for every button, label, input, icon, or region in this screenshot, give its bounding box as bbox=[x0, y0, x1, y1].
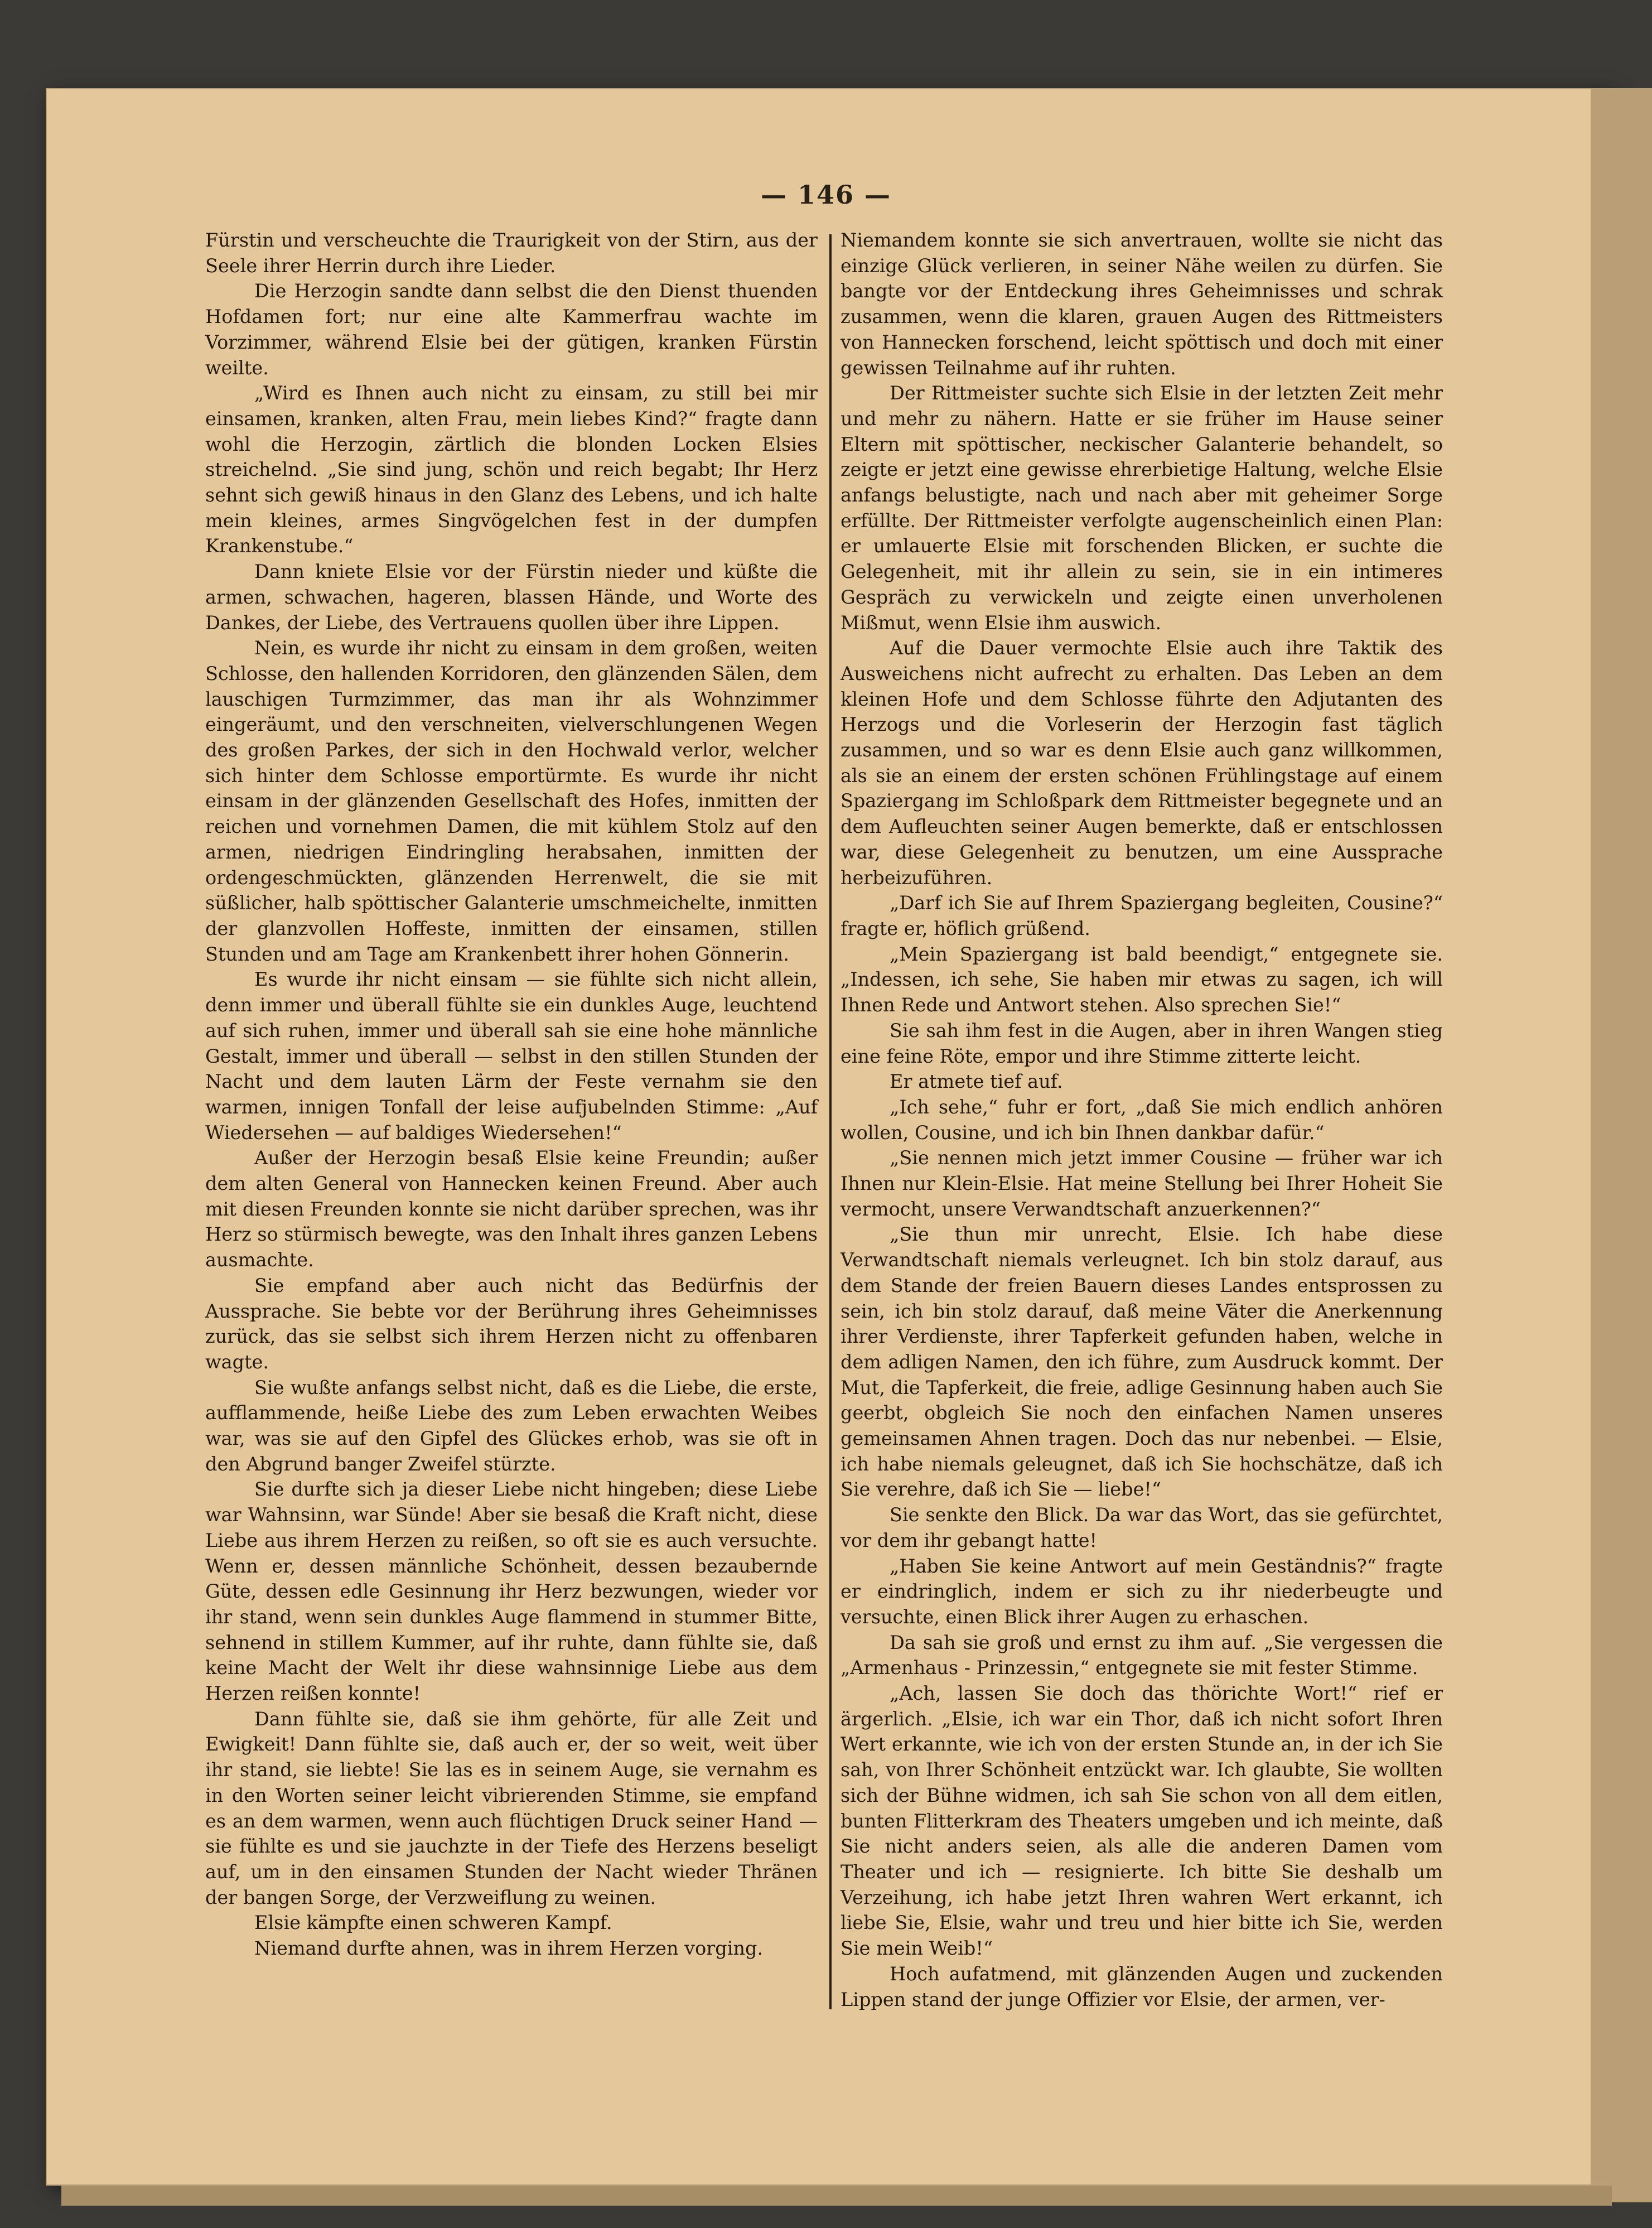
paragraph: „Ich sehe,“ fuhr er fort, „daß Sie mich endlich anhören wollen, Cousine, und ich bin Ihnen dankbar dafür.“ bbox=[841, 1096, 1443, 1144]
paragraph: Er atmete tief auf. bbox=[890, 1070, 1063, 1093]
paragraph: Elsie kämpfte einen schweren Kampf. bbox=[254, 1912, 612, 1934]
paragraph: Sie senkte den Blick. Da war das Wort, das sie gefürchtet, vor dem ihr gebangt hatte! bbox=[841, 1504, 1443, 1551]
column-divider bbox=[829, 234, 832, 2009]
paragraph: Sie wußte anfangs selbst nicht, daß es die Liebe, die erste, aufflammende, heiße Liebe des zum Leben erwachten Weibes war, was sie auf den Gipfel des Glückes erhob, was sie oft in den Abgrund banger Zweifel stürzte. bbox=[205, 1376, 818, 1475]
paragraph: Da sah sie groß und ernst zu ihm auf. „Sie vergessen die „Armenhaus - Prinzessin,“ entgegnete sie mit fester Stimme. bbox=[841, 1631, 1443, 1679]
paragraph: Die Herzogin sandte dann selbst die den Dienst thuenden Hofdamen fort; nur eine alte Kammerfrau wachte im Vorzimmer, während Elsie bei der gütigen, kranken Fürstin weilte. bbox=[205, 280, 818, 379]
paragraph: „Sie thun mir unrecht, Elsie. Ich habe diese Verwandtschaft niemals verleugnet. Ich bin stolz darauf, aus dem Stande der freien Bauern dieses Landes entsprossen zu sein, ich bin stolz darauf, daß meine Väter die Anerkennung ihrer Verdienste, ihrer Tapferkeit gefunden haben, welche in dem adligen Namen, den ich führe, zum Ausdruck kommt. Der Mut, die Tapferkeit, die freie, adlige Gesinnung haben auch Sie geerbt, obgleich Sie noch den einfachen Namen unseres gemeinsamen Ahnen tragen. Doch das nur nebenbei. — Elsie, ich habe niemals geleugnet, daß ich Sie hochschätze, daß ich Sie verehre, daß ich Sie — liebe!“ bbox=[841, 1223, 1443, 1501]
paragraph: „Haben Sie keine Antwort auf mein Geständnis?“ fragte er eindringlich, indem er sich zu ihr niederbeugte und versuchte, einen Blick ihrer Augen zu erhaschen. bbox=[841, 1555, 1443, 1628]
right-column bbox=[841, 228, 1443, 2012]
paragraph: Der Rittmeister suchte sich Elsie in der letzten Zeit mehr und mehr zu nähern. Hatte er sie früher im Hause seiner Eltern mit spöttischer, neckischer Galanterie behandelt, so zeigte er jetzt eine gewisse ehrerbietige Haltung, welche Elsie anfangs belustigte, nach und nach aber mit geheimer Sorge erfüllte. Der Rittmeister verfolgte augenscheinlich einen Plan: er umlauerte Elsie mit forschenden Blicken, er suchte die Gelegenheit, mit ihr allein zu sein, sie in ein intimeres Gespräch zu verwickeln und zeigte einen unverholenen Mißmut, wenn Elsie ihm auswich. bbox=[841, 382, 1443, 634]
paragraph: Hoch aufatmend, mit glänzenden Augen und zuckenden Lippen stand der junge Offizier vor Elsie, der armen, ver- bbox=[841, 1962, 1443, 2010]
page-edge-right bbox=[1591, 88, 1652, 2202]
paragraph: Sie durfte sich ja dieser Liebe nicht hingeben; diese Liebe war Wahnsinn, war Sünde! Aber sie besaß die Kraft nicht, diese Liebe aus ihrem Herzen zu reißen, so oft sie es auch versuchte. Wenn er, dessen männliche Schönheit, dessen bezaubernde Güte, dessen edle Gesinnung ihr Herz bezwungen, wieder vor ihr stand, wenn sein dunkles Auge flammend in stummer Bitte, sehnend in stillem Kummer, auf ihr ruhte, dann fühlte sie, daß keine Macht der Welt ihr diese wahnsinnige Liebe aus dem Herzen reißen konnte! bbox=[205, 1478, 818, 1705]
paragraph: Niemand durfte ahnen, was in ihrem Herzen vorging. bbox=[254, 1937, 764, 1960]
paragraph: Dann fühlte sie, daß sie ihm gehörte, für alle Zeit und Ewigkeit! Dann fühlte sie, daß auch er, der so weit, weit über ihr stand, sie liebte! Sie las es in seinem Auge, sie vernahm es in den Worten seiner leicht vibrierenden Stimme, sie empfand es an dem warmen, wenn auch flüchtigen Druck seiner Hand — sie fühlte es und sie jauchzte in der Tiefe des Herzens beseligt auf, um in den einsamen Stunden der Nacht wieder Thränen der bangen Sorge, der Verzweiflung zu weinen. bbox=[205, 1708, 818, 1908]
paragraph: „Ach, lassen Sie doch das thörichte Wort!“ rief er ärgerlich. „Elsie, ich war ein Thor, daß ich nicht sofort Ihren Wert erkannte, wie ich von der ersten Stunde an, in der ich Sie sah, von Ihrer Schönheit entzückt war. Ich glaubte, Sie wollten sich der Bühne widmen, ich sah Sie schon von all dem eitlen, bunten Flitterkram des Theaters umgeben und ich meinte, daß Sie nicht anders seien, als alle die anderen Damen vom Theater und ich — resignierte. Ich bitte Sie deshalb um Verzeihung, ich habe jetzt Ihren wahren Wert erkannt, ich liebe Sie, Elsie, wahr und treu und hier bitte ich Sie, werden Sie mein Weib!“ bbox=[841, 1682, 1443, 1960]
page-number: — 146 — bbox=[760, 180, 892, 210]
paragraph: Auf die Dauer vermochte Elsie auch ihre Taktik des Ausweichens nicht aufrecht zu erhalten. Das Leben an dem kleinen Hofe und dem Schlosse führte den Adjutanten des Herzogs und die Vorleserin der Herzogin fast täglich zusammen, und so war es denn Elsie auch ganz willkommen, als sie an einem der ersten schönen Frühlingstage auf einem Spaziergang im Schloßpark dem Rittmeister begegnete und an dem Aufleuchten seiner Augen bemerkte, daß er entschlossen war, diese Gelegenheit zu benutzen, um eine Aussprache herbeizuführen. bbox=[841, 637, 1443, 889]
paragraph: Sie sah ihm fest in die Augen, aber in ihren Wangen stieg eine feine Röte, empor und ihre Stimme zitterte leicht. bbox=[841, 1019, 1443, 1067]
paragraph: Nein, es wurde ihr nicht zu einsam in dem großen, weiten Schlosse, den hallenden Korridoren, den glänzenden Sälen, dem lauschigen Turmzimmer, das man ihr als Wohnzimmer eingeräumt, und den verschneiten, vielverschlungenen Wegen des großen Parkes, der sich in den Hochwald verlor, welcher sich hinter dem Schlosse emportürmte. Es wurde ihr nicht einsam in der glänzenden Gesellschaft des Hofes, inmitten der reichen und vornehmen Damen, die mit kühlem Stolz auf den armen, niedrigen Eindringling herabsahen, inmitten der ordengeschmückten, glänzenden Herrenwelt, die sie mit süßlicher, halb spöttischer Galanterie umschmeichelte, inmitten der glanzvollen Hoffeste, inmitten der einsamen, stillen Stunden und am Tage am Krankenbett ihrer hohen Gönnerin. bbox=[205, 637, 818, 965]
paragraph: „Darf ich Sie auf Ihrem Spaziergang begleiten, Cousine?“ fragte er, höflich grüßend. bbox=[841, 892, 1443, 939]
paragraph: „Sie nennen mich jetzt immer Cousine — früher war ich Ihnen nur Klein-Elsie. Hat meine Stellung bei Ihrer Hoheit Sie vermocht, unsere Verwandtschaft anzuerkennen?“ bbox=[841, 1147, 1443, 1220]
paragraph: „Wird es Ihnen auch nicht zu einsam, zu still bei mir einsamen, kranken, alten Frau, mein liebes Kind?“ fragte dann wohl die Herzogin, zärtlich die blonden Locken Elsies streichelnd. „Sie sind jung, schön und reich begabt; Ihr Herz sehnt sich gewiß hinaus in den Glanz des Lebens, und ich halte mein kleines, armes Singvögelchen fest in der dumpfen Krankenstube.“ bbox=[205, 382, 818, 557]
paragraph: Außer der Herzogin besaß Elsie keine Freundin; außer dem alten General von Hannecken keinen Freund. Aber auch mit diesen Freunden konnte sie nicht darüber sprechen, was ihr Herz so stürmisch bewegte, was den Inhalt ihres ganzen Lebens ausmachte. bbox=[205, 1147, 818, 1271]
paragraph: Dann kniete Elsie vor der Fürstin nieder und küßte die armen, schwachen, hageren, blassen Hände, und Worte des Dankes, der Liebe, des Vertrauens quollen über ihre Lippen. bbox=[205, 561, 818, 634]
paragraph: Es wurde ihr nicht einsam — sie fühlte sich nicht allein, denn immer und überall fühlte sie ein dunkles Auge, leuchtend auf sich ruhen, immer und überall sah sie eine hohe männliche Gestalt, immer und überall — selbst in den stillen Stunden der Nacht und dem lauten Lärm der Feste vernahm sie den warmen, innigen Tonfall der leise aufjubelnden Stimme: „Auf Wiedersehen — auf baldiges Wiedersehen!“ bbox=[205, 968, 818, 1144]
page-edge-bottom bbox=[61, 2186, 1612, 2206]
paragraph: Sie empfand aber auch nicht das Bedürfnis der Aussprache. Sie bebte vor der Berührung ihres Geheimnisses zurück, das sie selbst sich ihrem Herzen nicht zu offenbaren wagte. bbox=[205, 1274, 818, 1373]
left-column bbox=[205, 228, 818, 1961]
paragraph: Fürstin und verscheuchte die Traurigkeit von der Stirn, aus der Seele ihrer Herrin durch ihre Lieder. bbox=[205, 229, 818, 277]
paragraph: „Mein Spaziergang ist bald beendigt,“ entgegnete sie. „Indessen, ich sehe, Sie haben mir etwas zu sagen, ich will Ihnen Rede und Antwort stehen. Also sprechen Sie!“ bbox=[841, 943, 1443, 1016]
paragraph: Niemandem konnte sie sich anvertrauen, wollte sie nicht das einzige Glück verlieren, in seiner Nähe weilen zu dürfen. Sie bangte vor der Entdeckung ihres Geheimnisses und schrak zusammen, wenn die klaren, grauen Augen des Rittmeisters von Hannecken forschend, leicht spöttisch und doch mit einer gewissen Teilnahme auf ihr ruhten. bbox=[841, 229, 1443, 379]
